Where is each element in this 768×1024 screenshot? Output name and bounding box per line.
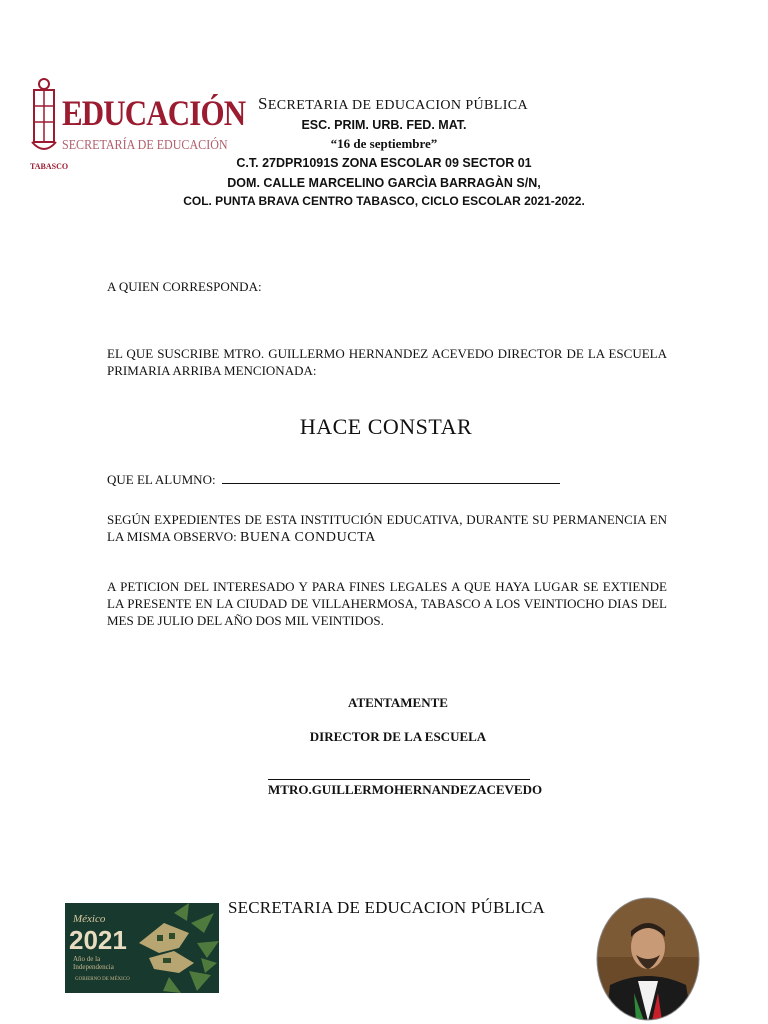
header-school-name: “16 de septiembre”: [330, 136, 438, 151]
paragraph-subscriber: EL QUE SUSCRIBE MTRO. GUILLERMO HERNANDEZ ACEVEDO DIRECTOR DE LA ESCUELA PRIMARIA ARRIBA MENCIONADA:: [107, 346, 667, 378]
portrait-image: [596, 897, 700, 1021]
header-title: SECRETARIA DE EDUCACION PÚBLICA: [258, 94, 529, 113]
header-colony: COL. PUNTA BRAVA CENTRO TABASCO, CICLO ESCOLAR 2021-2022.: [183, 194, 585, 208]
badge-country: México: [73, 913, 106, 925]
logo-title: EDUCACIÓN: [62, 93, 246, 133]
paragraph-request: A PETICION DEL INTERESADO Y PARA FINES LEGALES A QUE HAYA LUGAR SE EXTIENDE LA PRESENTE EN LA CIUDAD DE VILLAHERMOSA, TABASCO A LOS VEINTIOCHO DIAS DEL MES DE JULIO DEL AÑO DOS MIL VEINTIDOS.: [107, 579, 667, 628]
header-school-code: C.T. 27DPR1091S ZONA ESCOLAR 09 SECTOR 01: [236, 156, 532, 170]
signer-name: MTRO.GUILLERMOHERNANDEZACEVEDO: [268, 782, 543, 797]
logo-subtitle: SECRETARÍA DE EDUCACIÓN: [62, 138, 228, 153]
header-school-type: ESC. PRIM. URB. FED. MAT.: [301, 118, 467, 132]
document-heading: HACE CONSTAR: [299, 414, 473, 439]
paragraph-conduct: SEGÚN EXPEDIENTES DE ESTA INSTITUCIÓN EDUCATIVA, DURANTE SU PERMANENCIA EN LA MISMA OBSERVO: BUENA CONDUCTA: [107, 512, 667, 545]
badge-year: 2021: [69, 925, 127, 955]
conduct-value: BUENA CONDUCTA: [239, 530, 376, 545]
logo-state: TABASCO: [30, 162, 69, 171]
student-blank-line: [222, 471, 560, 484]
footer-title: SECRETARIA DE EDUCACION PÚBLICA: [228, 898, 545, 917]
student-label: QUE EL ALUMNO:: [107, 472, 216, 487]
badge-subtitle: Año de la Independencia: [73, 955, 114, 971]
serpent-artwork-icon: [119, 903, 219, 993]
signature-line: [268, 779, 530, 780]
header-address: DOM. CALLE MARCELINO GARCÌA BARRAGÀN S/N,: [227, 176, 541, 190]
mexico-2021-badge: [65, 903, 219, 993]
student-field: [107, 471, 560, 488]
closing-atentamente: ATENTAMENTE: [348, 695, 448, 710]
greeting: A QUIEN CORRESPONDA:: [107, 279, 262, 294]
signer-role: DIRECTOR DE LA ESCUELA: [309, 729, 487, 744]
badge-government: GOBIERNO DE MÉXICO: [75, 977, 130, 982]
